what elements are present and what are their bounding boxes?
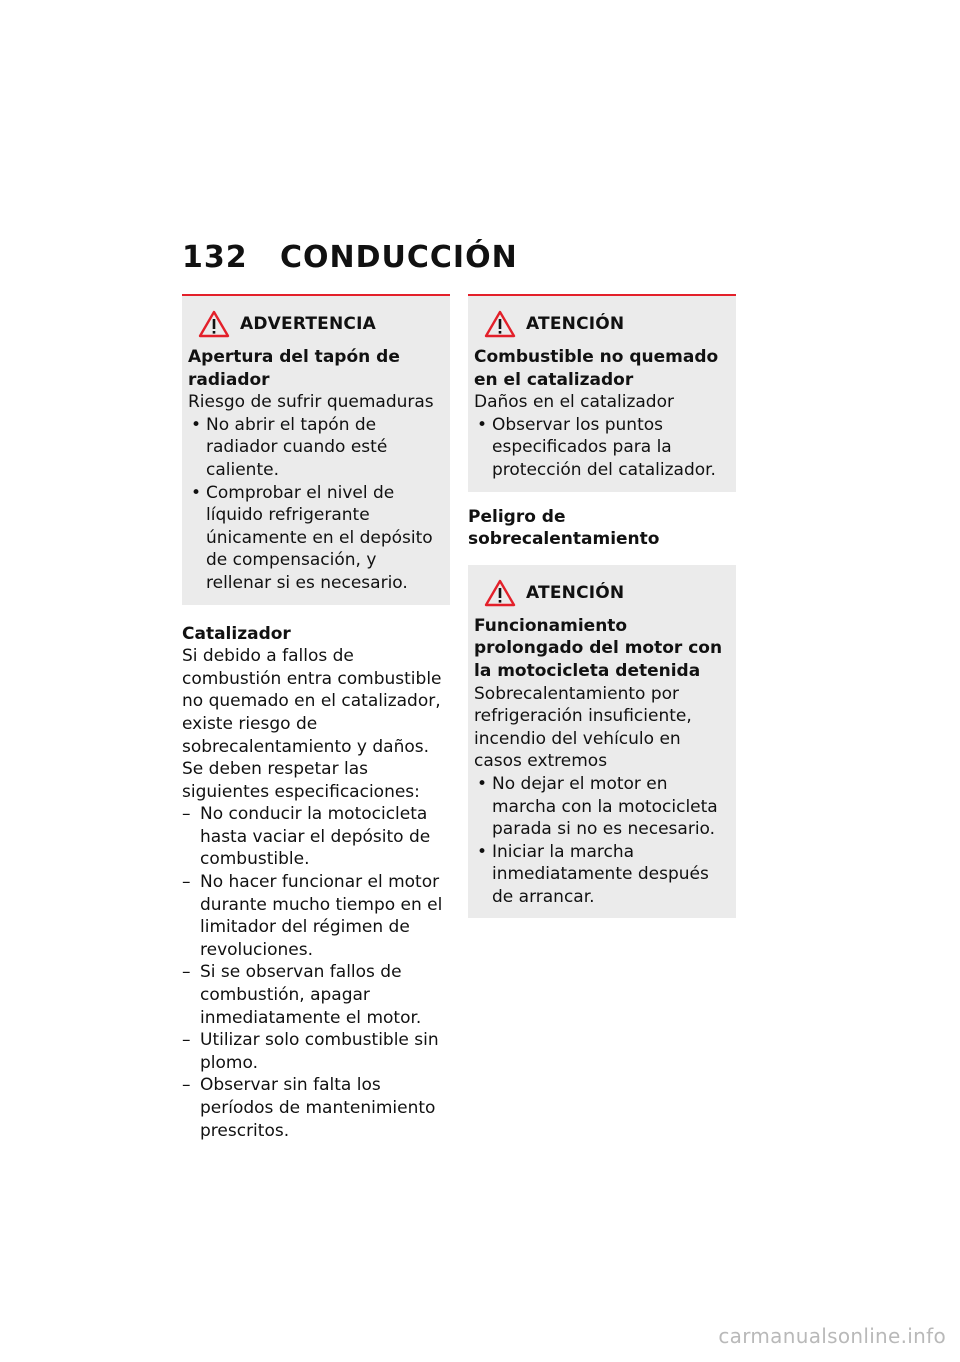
page-number: 132: [182, 240, 248, 275]
attention-box-heading: Funcionamiento prolongado del motor con la motocicleta detenida: [474, 615, 723, 681]
watermark: carmanualsonline.info: [718, 1324, 946, 1348]
attention-box-catalyst: [468, 294, 736, 492]
list-item: • Observar los puntos especificados para la protección del catalizador.: [474, 414, 730, 482]
attention-box-list: [474, 414, 730, 482]
catalyst-paragraph: Si debido a fallos de combustión entra combustible no quemado en el catalizador, existe riesgo de sobrecalentamiento y daños.: [182, 646, 442, 757]
list-item: – Si se observan fallos de combustión, apagar inmediatamente el motor.: [182, 961, 450, 1029]
chapter-title: CONDUCCIÓN: [280, 240, 518, 275]
attention-box-intro: Sobrecalentamiento por refrigeración insuficiente, incendio del vehículo en casos extremos: [474, 683, 692, 772]
attention-box-title-row: [484, 310, 730, 338]
catalyst-intro: Se deben respetar las siguientes especificaciones:: [182, 759, 420, 802]
overheating-heading: Peligro de sobrecalentamiento: [468, 506, 660, 550]
list-item: • Iniciar la marcha inmediatamente después de arrancar.: [474, 841, 730, 909]
attention-box-heading: Combustible no quemado en el catalizador: [474, 347, 719, 390]
attention-box-overheating: [468, 565, 736, 919]
page-header: [182, 240, 518, 275]
list-item: – No hacer funcionar el motor durante mucho tiempo en el limitador del régimen de revoluciones.: [182, 871, 450, 961]
attention-box-title: ATENCIÓN: [526, 314, 625, 334]
warning-box: [182, 294, 450, 605]
warning-triangle-icon: [484, 579, 516, 607]
list-item: • Comprobar el nivel de líquido refrigerante únicamente en el depósito de compensación, y rellenar si es necesario.: [188, 482, 444, 595]
attention-box-title: ATENCIÓN: [526, 582, 625, 603]
list-item: – Observar sin falta los períodos de mantenimiento prescritos.: [182, 1074, 450, 1142]
catalyst-heading: Catalizador: [182, 623, 291, 644]
right-column: [468, 294, 736, 918]
warning-triangle-icon: [484, 310, 516, 338]
warning-box-intro: Riesgo de sufrir quemaduras: [188, 392, 434, 413]
list-item: • No abrir el tapón de radiador cuando esté caliente.: [188, 414, 444, 482]
warning-box-list: [188, 414, 444, 595]
left-column: [182, 294, 450, 1142]
list-item: – No conducir la motocicleta hasta vaciar el depósito de combustible.: [182, 803, 450, 871]
warning-box-title-row: [198, 310, 444, 338]
warning-box-title: ADVERTENCIA: [240, 314, 376, 334]
list-item: – Utilizar solo combustible sin plomo.: [182, 1029, 450, 1074]
list-item: • No dejar el motor en marcha con la motocicleta parada si no es necesario.: [474, 773, 730, 841]
warning-triangle-icon: [198, 310, 230, 338]
attention-box-list: [474, 773, 730, 909]
attention-box-intro: Daños en el catalizador: [474, 392, 674, 413]
catalyst-list: [182, 803, 450, 1142]
attention-box-title-row: [484, 579, 730, 607]
warning-box-heading: Apertura del tapón de radiador: [188, 347, 400, 390]
